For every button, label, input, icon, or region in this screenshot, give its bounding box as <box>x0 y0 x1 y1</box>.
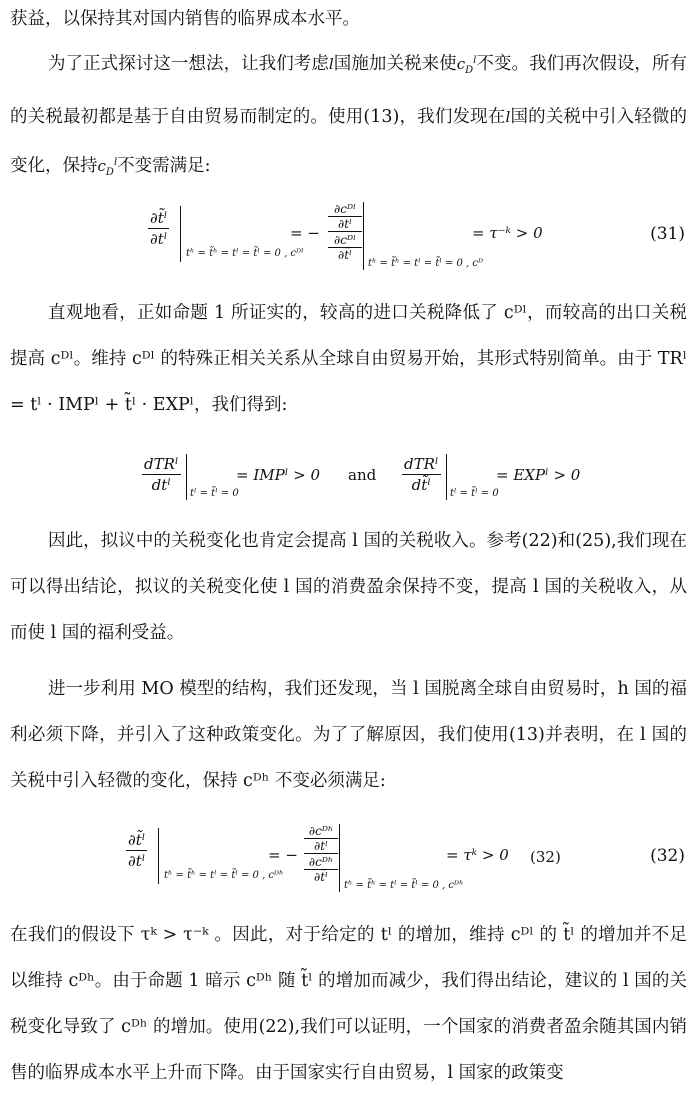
p1-var-l: l <box>328 55 334 73</box>
eqtr-right-rhs: = EXPˡ > 0 <box>496 466 581 484</box>
eq31-left-subscript: tʰ = t̃ʰ = tˡ = t̃ˡ = 0 , cᴰˡ <box>186 248 304 259</box>
paragraph-2: 直观地看，正如命题 1 所证实的，较高的进口关税降低了 cᴰˡ，而较高的出口关税提高 cᴰˡ。维持 cᴰˡ 的特殊正相关关系从全球自由贸易开始，其形式特别简单。由于 TRˡ = tˡ · IMPˡ + t̃ˡ · EXPˡ，我们得到: <box>10 303 687 415</box>
eq32-left-fraction: $\frac{\text{∂t̃ˡ}}{\text{∂tˡ}}$ <box>128 831 146 870</box>
paragraph-0: 获益，以保持其对国内销售的临界成本水平。 <box>10 9 360 29</box>
eq32-right-subscript: tʰ = t̃ʰ = tˡ = t̃ˡ = 0 , cᴰʰ <box>344 880 464 891</box>
eq32-compound-fraction: ∂cᴰʰ ∂tˡ ∂cᴰʰ ∂t̃ˡ <box>304 824 338 884</box>
eqtr-and: and <box>348 466 377 484</box>
eqtr-right-subscript: tˡ = t̃ˡ = 0 <box>450 488 499 499</box>
eq32-minus: = − <box>268 846 298 864</box>
p1-text-b: 国施加关税来使 <box>333 54 457 74</box>
eqtr-left-fraction: $\frac{\text{dTRˡ}}{\text{dtˡ}}$ <box>144 455 179 494</box>
paragraph-3: 因此，拟议中的关税变化也肯定会提高 l 国的关税收入。参考(22)和(25),我们现在可以得出结论，拟议的关税变化使 l 国的消费盈余保持不变，提高 l 国的关税收入，从而使 l 国的福利受益。 <box>10 531 687 643</box>
p1-text-d: 国的关税中引入轻微的变化，保持 <box>10 107 688 176</box>
eq31-label: (31) <box>650 224 685 244</box>
eq32-rhs: = τᵏ > 0 <box>446 846 509 864</box>
equation-31 <box>0 196 697 282</box>
paragraph-5: 在我们的假设下 τᵏ > τ⁻ᵏ 。因此，对于给定的 tˡ 的增加，维持 cᴰˡ 的 t̃ˡ 的增加并不足以维持 cᴰʰ。由于命题 1 暗示 cᴰʰ 随 t̃ˡ 的增加而减少，我们得出结论，建议的 l 国的关税变化导致了 cᴰʰ 的增加。使用(22),我们可以证明，一个国家的消费者盈余随其国内销售的临界成本水平上升而下降。由于国家实行自由贸易，l 国家的政策变 <box>10 925 687 1083</box>
paragraph-1 <box>10 38 687 196</box>
p1-text-c: 不变。我们再次假设，所有的关税最初都是基于自由贸易而制定的。使用(13)，我们发现在 <box>10 54 688 127</box>
eq31-right-subscript: tʰ = t̃ʰ = tˡ = t̃ˡ = 0 , cᴰ <box>368 258 484 269</box>
equation-tr <box>0 448 697 508</box>
eq32-inner-label: (32) <box>530 848 561 866</box>
eqtr-right-fraction: $\frac{\text{dTRˡ}}{\text{dt̃ˡ}}$ <box>404 455 439 494</box>
eq31-compound-fraction: ∂cᴰˡ ∂tˡ ∂cᴰˡ ∂t̃ˡ <box>328 202 362 262</box>
p1-text-a: 为了正式探讨这一想法，让我们考虑 <box>48 54 329 74</box>
eqtr-left-rhs: = IMPˡ > 0 <box>236 466 321 484</box>
eqtr-left-subscript: tˡ = t̃ˡ = 0 <box>190 488 239 499</box>
p1-var-l2: l <box>505 108 511 126</box>
eq31-rhs: = τ⁻ᵏ > 0 <box>472 224 543 242</box>
eq31-left-fraction: $\frac{\text{∂t̃ˡ}}{\text{∂tˡ}}$ <box>150 209 168 248</box>
paragraph-4: 进一步利用 MO 模型的结构，我们还发现，当 l 国脱离全球自由贸易时，h 国的福利必须下降，并引入了这种政策变化。为了了解原因，我们使用(13)并表明，在 l 国的关税中引入轻微的变化，保持 cᴰʰ 不变必须满足: <box>10 679 687 791</box>
p1-text-e: 不变需满足: <box>117 156 211 176</box>
equation-32 <box>0 818 697 904</box>
eq32-left-subscript: tʰ = t̃ʰ = tˡ = t̃ˡ = 0 , cᴰʰ <box>164 870 284 881</box>
p1-var-cd: $c_D^l$ <box>456 55 477 76</box>
p1-var-cd2: $c_D^l$ <box>97 157 118 178</box>
eq31-minus: = − <box>290 224 320 242</box>
eq32-label: (32) <box>650 846 685 866</box>
